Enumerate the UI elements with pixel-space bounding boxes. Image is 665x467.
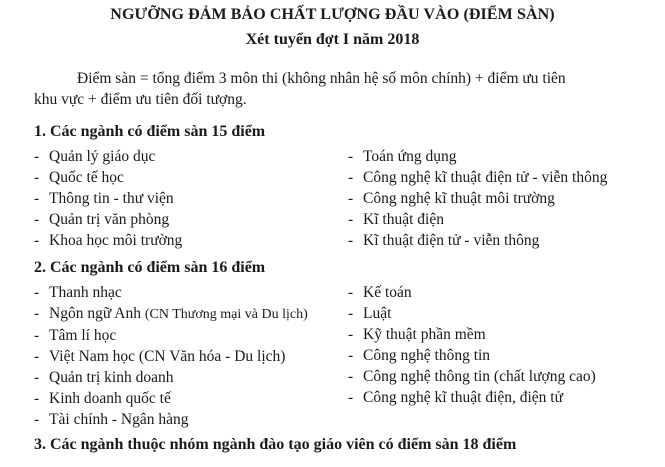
list-item: - Quản trị kinh doanh [34, 367, 308, 388]
section-heading-3: 3. Các ngành thuộc nhóm ngành đào tạo giáo viên có điểm sàn 18 điểm [34, 436, 517, 453]
section-2-left-list [34, 282, 308, 430]
list-item: - Kế toán [348, 282, 596, 303]
list-item-label: Ngôn ngữ Anh [49, 305, 141, 322]
list-item: - Quản lý giáo dục [34, 146, 182, 167]
page-title: NGƯỠNG ĐẢM BẢO CHẤT LƯỢNG ĐẦU VÀO (ĐIỂM SÀN) [110, 6, 555, 23]
list-item: - Tài chính - Ngân hàng [34, 409, 308, 430]
list-item: - Toán ứng dụng [348, 146, 607, 167]
section-1-right-list [348, 146, 607, 251]
list-item [34, 303, 308, 325]
intro-paragraph [34, 68, 644, 110]
page-subtitle: Xét tuyển đợt I năm 2018 [245, 31, 420, 48]
list-item: - Công nghệ kĩ thuật điện, điện tử [348, 387, 596, 408]
list-item: - Quản trị văn phòng [34, 209, 182, 230]
list-item: - Khoa học môi trường [34, 230, 182, 251]
list-item-note: (CN Thương mại và Du lịch) [144, 307, 308, 322]
section-1-left-list [34, 146, 182, 251]
section-heading-2: 2. Các ngành có điểm sàn 16 điểm [34, 259, 266, 276]
list-item: - Luật [348, 303, 596, 324]
list-item: - Quốc tế học [34, 167, 182, 188]
list-item: - Kĩ thuật điện tử - viễn thông [348, 230, 607, 251]
list-item: - Công nghệ kĩ thuật môi trường [348, 188, 607, 209]
list-item: - Công nghệ thông tin [348, 345, 596, 366]
list-item: - Kinh doanh quốc tế [34, 388, 308, 409]
intro-line-2: khu vực + điểm ưu tiên đối tượng. [34, 91, 247, 108]
list-item: - Kỹ thuật phần mềm [348, 324, 596, 345]
list-item: - Công nghệ kĩ thuật điện tử - viễn thông [348, 167, 607, 188]
list-item: - Tâm lí học [34, 325, 308, 346]
list-item: - Kĩ thuật điện [348, 209, 607, 230]
intro-line-1: Điểm sàn = tổng điểm 3 môn thi (không nhân hệ số môn chính) + điểm ưu tiên [77, 70, 566, 87]
section-2-right-list [348, 282, 596, 408]
list-item: - Việt Nam học (CN Văn hóa - Du lịch) [34, 346, 308, 367]
list-item: - Thông tin - thư viện [34, 188, 182, 209]
list-item: - Thanh nhạc [34, 282, 308, 303]
list-item: - Công nghệ thông tin (chất lượng cao) [348, 366, 596, 387]
section-heading-1: 1. Các ngành có điểm sàn 15 điểm [34, 123, 266, 140]
